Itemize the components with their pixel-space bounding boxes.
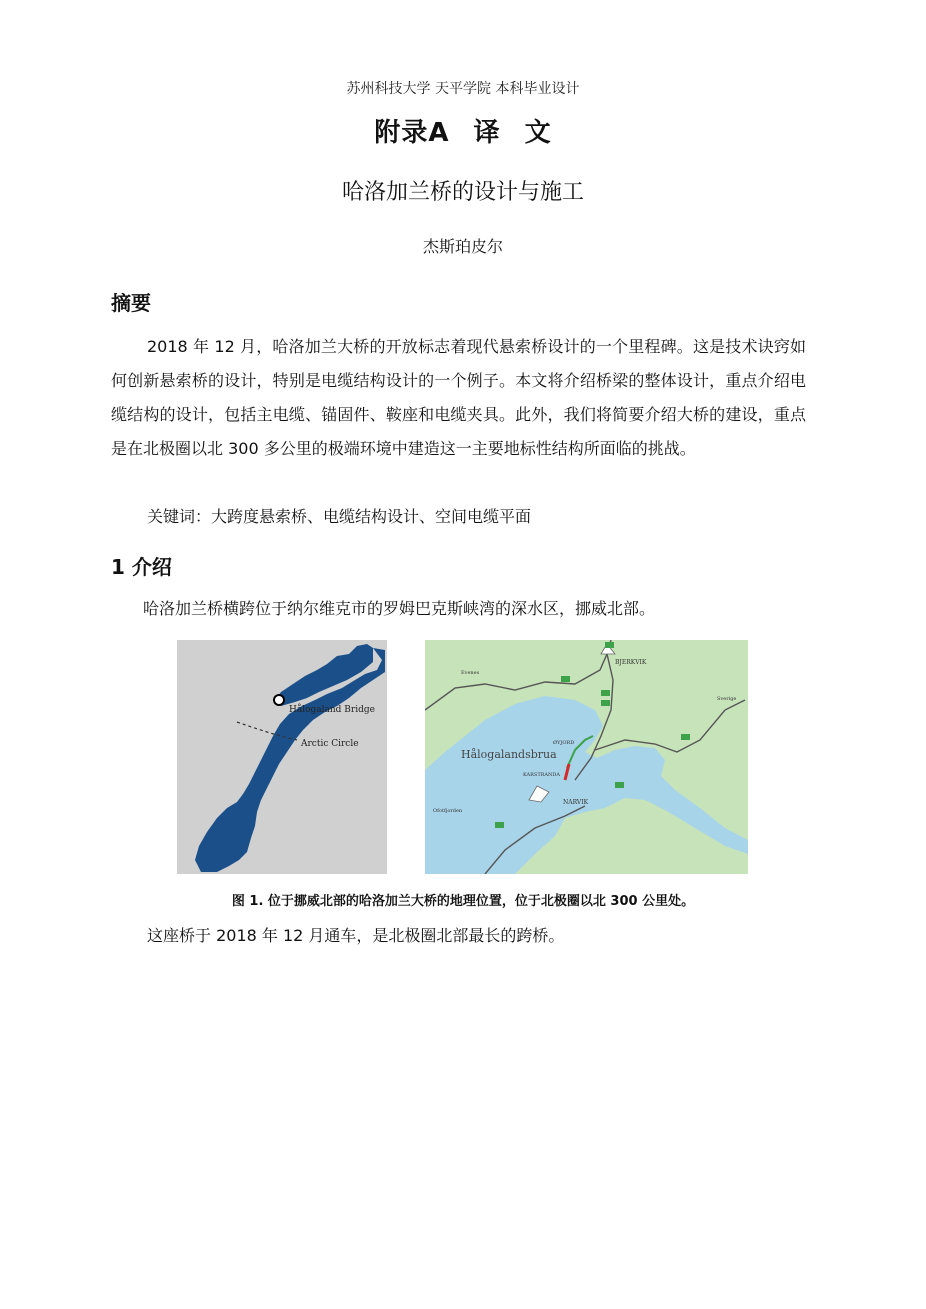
keywords: 关键词：大跨度悬索桥、电缆结构设计、空间电缆平面 bbox=[147, 507, 532, 526]
regional-map bbox=[425, 640, 748, 874]
page-header: 苏州科技大学 天平学院 本科毕业设计 bbox=[346, 81, 580, 97]
appendix-word-2: 文 bbox=[524, 118, 552, 148]
abstract-heading: 摘要 bbox=[111, 291, 151, 315]
section-1-paragraph-2: 这座桥于 2018 年 12 月通车，是北极圈北部最长的跨桥。 bbox=[147, 926, 565, 945]
left-circle-label: Arctic Circle bbox=[301, 739, 359, 749]
label-evenes: Evenes bbox=[461, 670, 480, 676]
bridge-location-marker bbox=[274, 695, 284, 705]
figure-1 bbox=[177, 640, 749, 874]
norway-landmass bbox=[195, 648, 385, 872]
label-ofotfjorden: Ofotfjorden bbox=[433, 808, 463, 814]
paper-title: 哈洛加兰桥的设计与施工 bbox=[341, 180, 584, 205]
town-karstranda: KARSTRANDA bbox=[523, 772, 561, 778]
paper-author: 杰斯珀皮尔 bbox=[422, 237, 503, 256]
section-1-paragraph: 哈洛加兰桥横跨位于纳尔维克市的罗姆巴克斯峡湾的深水区，挪威北部。 bbox=[143, 599, 656, 618]
section-1-heading: 1 介绍 bbox=[111, 555, 172, 579]
town-narvik: NARVIK bbox=[563, 799, 589, 806]
appendix-title bbox=[0, 112, 926, 149]
label-sverige: Sverige bbox=[717, 696, 737, 702]
town-oyjord: ØYJORD bbox=[553, 740, 575, 746]
left-bridge-label: Hålogaland Bridge bbox=[289, 705, 375, 715]
norway-overview-map bbox=[177, 640, 387, 874]
figure-1-caption: 图 1. 位于挪威北部的哈洛加兰大桥的地理位置，位于北极圈以北 300 公里处。 bbox=[231, 894, 695, 909]
appendix-word-1: 译 bbox=[473, 118, 501, 148]
bridge-label-right: Hålogalandsbrua bbox=[461, 748, 557, 761]
appendix-label: 附录A bbox=[374, 118, 450, 148]
abstract-body: 2018 年 12 月，哈洛加兰大桥的开放标志着现代悬索桥设计的一个里程碑。这是技术诀窍如何创新悬索桥的设计，特别是电缆结构设计的一个例子。本文将介绍桥梁的整体设计，重点介绍电缆结构的设计，包括主电缆、锚固件、鞍座和电缆夹具。此外，我们将简要介绍大桥的建设，重点是在北极圈以北 300 多公里的极端环境中建造这一主要地标性结构所面临的挑战。 bbox=[111, 337, 806, 458]
town-bjerkvik: BJERKVIK bbox=[615, 659, 647, 666]
